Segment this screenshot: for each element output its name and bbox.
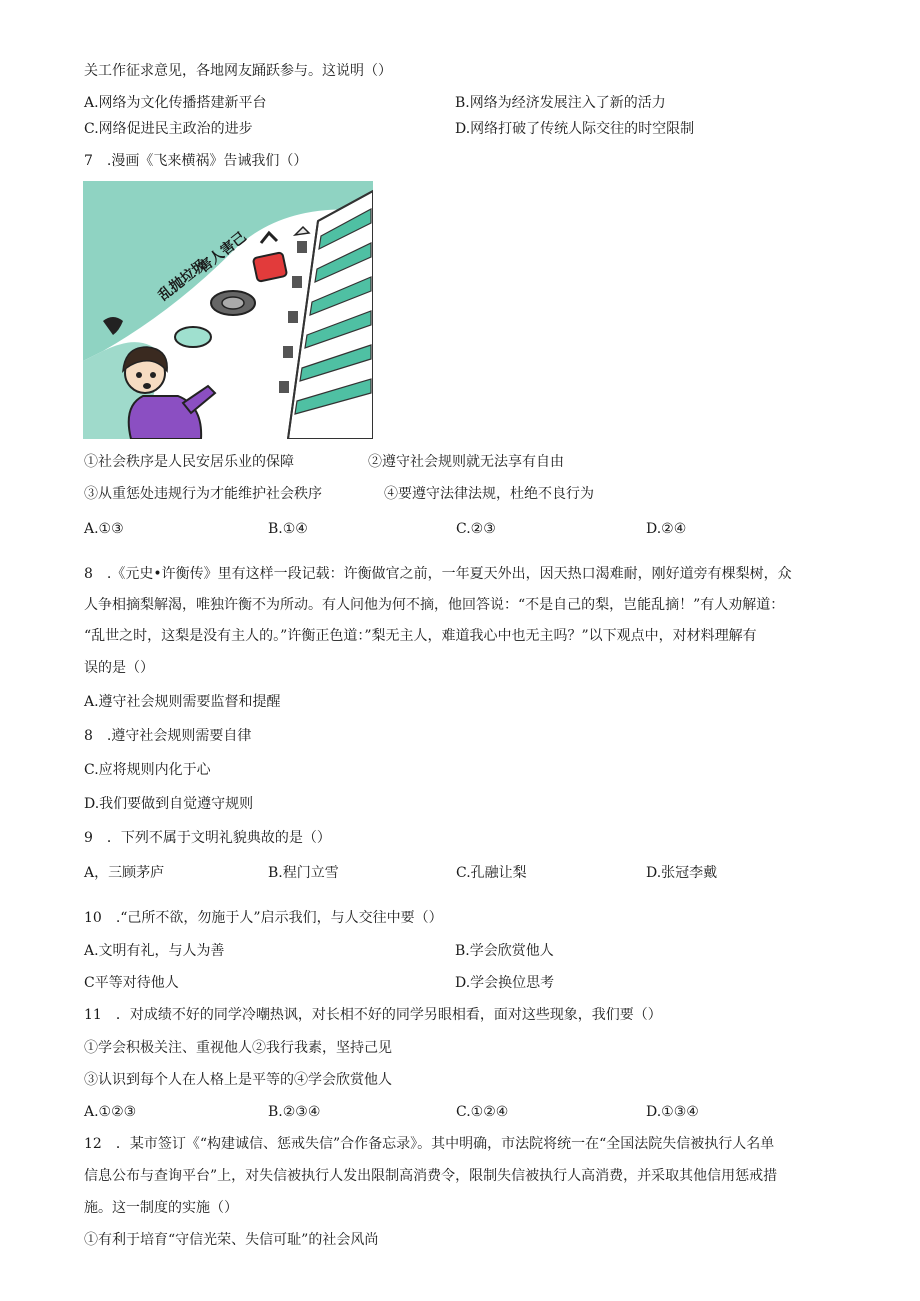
q11-options bbox=[84, 1103, 836, 1123]
q8-option-b: 8 .遵守社会规则需要自律 bbox=[84, 728, 252, 744]
q9-option-b: B.程门立雪 bbox=[268, 865, 339, 881]
q10-option-c: C平等对待他人 bbox=[84, 975, 179, 991]
q7-option-d: D.②④ bbox=[646, 521, 687, 537]
q6-stem-tail: 关工作征求意见，各地网友踊跃参与。这说明（） bbox=[84, 63, 392, 79]
q11-statements-line-2: ③认识到每个人在人格上是平等的④学会欣赏他人 bbox=[84, 1072, 392, 1088]
q8-option-d: D.我们要做到自觉遵守规则 bbox=[84, 796, 254, 812]
q9-stem: 9 ．下列不属于文明礼貌典故的是（） bbox=[84, 830, 331, 846]
q9-option-c: C.孔融让梨 bbox=[456, 865, 527, 881]
q10-option-b: B.学会欣赏他人 bbox=[455, 943, 554, 959]
q9-options bbox=[84, 864, 836, 884]
q8-option-c: C.应将规则内化于心 bbox=[84, 762, 211, 778]
q8-stem-line-3: “乱世之时，这梨是没有主人的。”许衡正色道：”梨无主人，难道我心中也无主吗？”以下观点中，对材料理解有 bbox=[84, 628, 757, 644]
q12-stem-line-3: 施。这一制度的实施（） bbox=[84, 1200, 238, 1216]
q10-stem: 10 .“己所不欲，勿施于人”启示我们，与人交往中要（） bbox=[84, 910, 443, 926]
q6-option-c: C.网络促进民主政治的进步 bbox=[84, 121, 253, 137]
q11-statements-line-1: ①学会积极关注、重视他人②我行我素，坚持己见 bbox=[84, 1040, 392, 1056]
q10-option-d: D.学会换位思考 bbox=[455, 975, 555, 991]
q6-option-d: D.网络打破了传统人际交往的时空限制 bbox=[455, 121, 695, 137]
q7-statement-4: ④要遵守法律法规，杜绝不良行为 bbox=[384, 486, 594, 502]
q10-option-a: A.文明有礼，与人为善 bbox=[84, 943, 225, 959]
q8-option-a: A.遵守社会规则需要监督和提醒 bbox=[84, 694, 281, 710]
cartoon-image bbox=[83, 181, 373, 439]
q8-stem-line-2: 人争相摘梨解渴，唯独许衡不为所动。有人问他为何不摘，他回答说：“不是自己的梨，岂能乱摘！”有人劝解道： bbox=[84, 597, 785, 613]
q12-statement-1: ①有利于培育“守信光荣、失信可耻”的社会风尚 bbox=[84, 1232, 379, 1248]
q9-option-d: D.张冠李戴 bbox=[646, 865, 718, 881]
q11-stem: 11 ．对成绩不好的同学冷嘲热讽，对长相不好的同学另眼相看，面对这些现象，我们要（） bbox=[84, 1007, 662, 1023]
q7-statement-3: ③从重惩处违规行为才能维护社会秩序 bbox=[84, 486, 322, 502]
cartoon-label-litter: 乱抛垃圾 bbox=[155, 257, 210, 305]
q7-options bbox=[84, 520, 836, 540]
q6-option-a: A.网络为文化传播搭建新平台 bbox=[84, 95, 267, 111]
q9-option-a: A，三顾茅庐 bbox=[84, 865, 165, 881]
q7-stem: 7 .漫画《飞来横祸》告诫我们（） bbox=[84, 153, 308, 169]
q6-option-b: B.网络为经济发展注入了新的活力 bbox=[455, 95, 666, 111]
q8-stem-line-1: 8 .《元史•许衡传》里有这样一段记载：许衡做官之前，一年夏天外出，因天热口渴难耐，刚好道旁有棵梨树，众 bbox=[84, 566, 792, 582]
q7-option-c: C.②③ bbox=[456, 521, 496, 537]
q11-option-c: C.①②④ bbox=[456, 1104, 509, 1120]
q12-stem-line-1: 12 ．某市签订《“构建诚信、惩戒失信”合作备忘录》。其中明确，市法院将统一在“全国法院失信被执行人名单 bbox=[84, 1136, 775, 1152]
q8-stem-line-4: 误的是（） bbox=[84, 660, 154, 676]
cartoon-label-harm: 害人害己 bbox=[195, 229, 250, 277]
q7-option-b: B.①④ bbox=[268, 521, 308, 537]
q7-statement-2: ②遵守社会规则就无法享有自由 bbox=[368, 454, 564, 470]
q12-stem-line-2: 信息公布与查询平台”上，对失信被执行人发出限制高消费令，限制失信被执行人高消费，并采取其他信用惩戒措 bbox=[84, 1168, 778, 1184]
q11-option-d: D.①③④ bbox=[646, 1104, 699, 1120]
q11-option-a: A.①②③ bbox=[84, 1104, 137, 1120]
q11-option-b: B.②③④ bbox=[268, 1104, 321, 1120]
q7-option-a: A.①③ bbox=[84, 521, 124, 537]
q7-statement-1: ①社会秩序是人民安居乐业的保障 bbox=[84, 454, 294, 470]
